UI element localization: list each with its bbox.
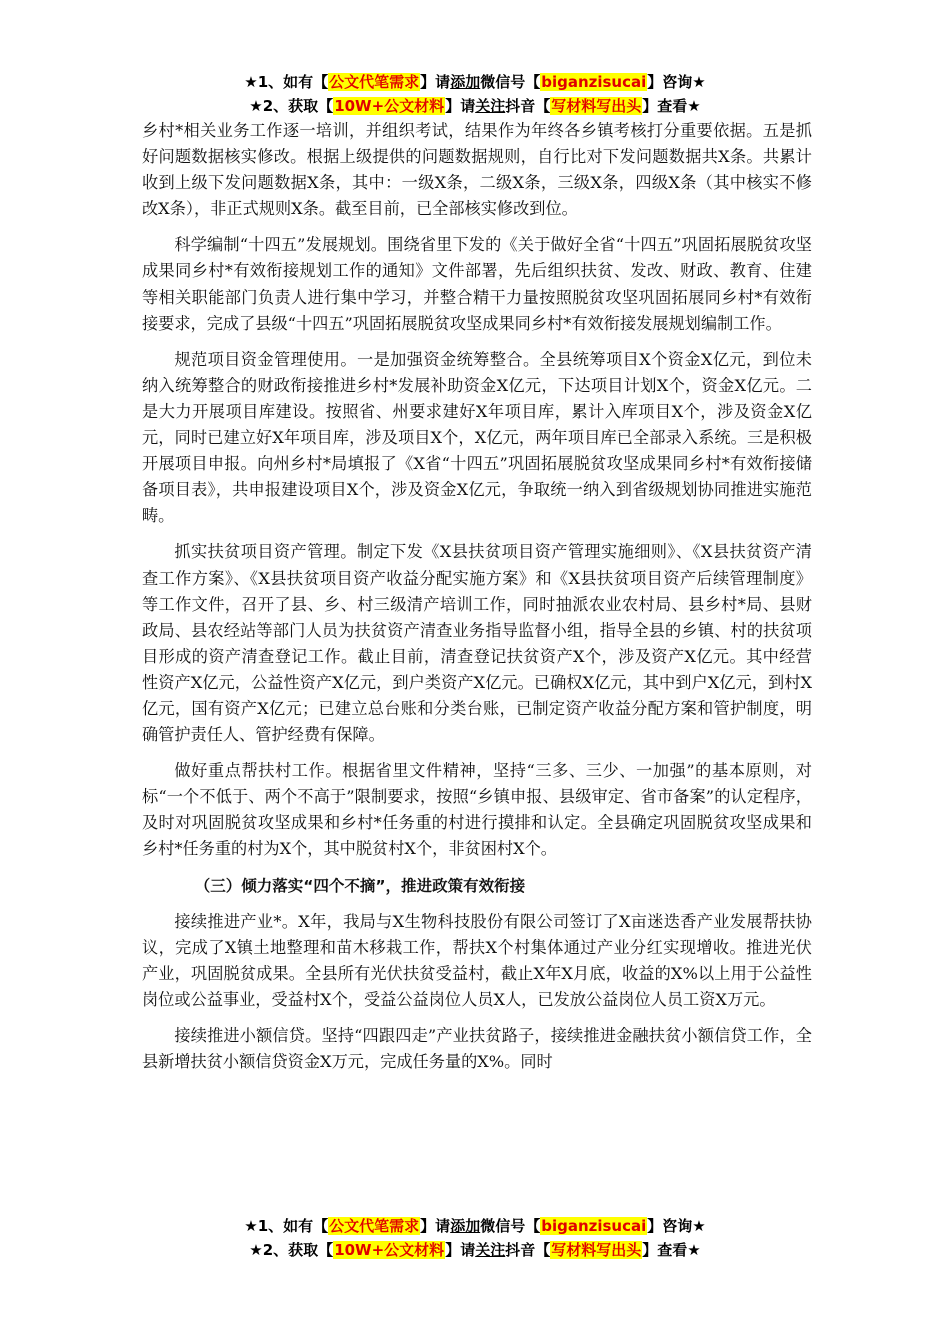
footer-line-2: ★2、获取【10W+公文材料】请关注抖音【写材料写出头】查看★ [249, 1241, 701, 1259]
paragraph: 规范项目资金管理使用。一是加强资金统筹整合。全县统筹项目X个资金X亿元，到位未纳入统筹整合的财政衔接推进乡村*发展补助资金X亿元，下达项目计划X个，资金X亿元。二是大力开展项目库建设。按照省、州要求建好X年项目库，累计入库项目X个，涉及资金X亿元，同时已建立好X年项目库，涉及项目X个，X亿元，两年项目库已全部录入系统。三是积极开展项目申报。向州乡村*局填报了《X省“十四五”巩固拓展脱贫攻坚成果同乡村*有效衔接储备项目表》，共申报建设项目X个，涉及资金X亿元，争取统一纳入到省级规划协同推进实施范畴。 [142, 349, 812, 526]
document-body [142, 118, 812, 1085]
paragraph: 乡村*相关业务工作逐一培训，并组织考试，结果作为年终各乡镇考核打分重要依据。五是抓好问题数据核实修改。根据上级提供的问题数据规则，自行比对下发问题数据共X条。共累计收到上级下发问题数据X条，其中：一级X条，二级X条，三级X条，四级X条（其中核实不修改X条），非正式规则X条。截至目前，已全部核实修改到位。 [142, 121, 812, 219]
highlight-text: 写材料写出头 [551, 97, 642, 115]
footer-banner [0, 1214, 950, 1262]
highlight-text: 10W+公文材料 [334, 97, 445, 115]
header-line-2: ★2、获取【10W+公文材料】请关注抖音【写材料写出头】查看★ [249, 97, 701, 115]
paragraph: 接续推进产业*。X年，我局与X生物科技股份有限公司签订了X亩迷迭香产业发展帮扶协议，完成了X镇土地整理和苗木移栽工作，帮扶X个村集体通过产业分红实现增收。推进光伏产业，巩固脱贫成果。全县所有光伏扶贫受益村，截止X年X月底，收益的X%以上用于公益性岗位或公益事业，受益村X个，受益公益岗位人员X人，已发放公益岗位人员工资X万元。 [142, 911, 812, 1009]
highlight-text: 10W+公文材料 [334, 1241, 445, 1259]
header-line-1: ★1、如有【公文代笔需求】请添加微信号【biganzisucai】咨询★ [244, 73, 706, 91]
header-banner [0, 70, 950, 118]
highlight-text: 公文代笔需求 [329, 73, 420, 91]
highlight-text: 写材料写出头 [551, 1241, 642, 1259]
section-heading: （三）倾力落实“四个不摘”，推进政策有效衔接 [194, 876, 526, 895]
highlight-text: 公文代笔需求 [329, 1217, 420, 1235]
highlight-text: biganzisucai [541, 1217, 647, 1235]
paragraph: 科学编制“十四五”发展规划。围绕省里下发的《关于做好全省“十四五”巩固拓展脱贫攻坚成果同乡村*有效衔接规划工作的通知》文件部署，先后组织扶贫、发改、财政、教育、住建等相关职能部门负责人进行集中学习，并整合精干力量按照脱贫攻坚巩固拓展同乡村*有效衔接要求，完成了县级“十四五”巩固拓展脱贫攻坚成果同乡村*有效衔接发展规划编制工作。 [142, 235, 812, 333]
paragraph: 抓实扶贫项目资产管理。制定下发《X县扶贫项目资产管理实施细则》、《X县扶贫资产清查工作方案》、《X县扶贫项目资产收益分配实施方案》和《X县扶贫项目资产后续管理制度》等工作文件，召开了县、乡、村三级清产培训工作，同时抽派农业农村局、县乡村*局、县财政局、县农经站等部门人员为扶贫资产清查业务指导监督小组，指导全县的乡镇、村的扶贫项目形成的资产清查登记工作。截止目前，清查登记扶贫资产X个，涉及资产X亿元。其中经营性资产X亿元，公益性资产X亿元，到户类资产X亿元。已确权X亿元，其中到户X亿元，到村X亿元，国有资产X亿元；已建立总台账和分类台账，已制定资产收益分配方案和管护制度，明确管护责任人、管护经费有保障。 [142, 542, 812, 745]
highlight-text: biganzisucai [541, 73, 647, 91]
footer-line-1: ★1、如有【公文代笔需求】请添加微信号【biganzisucai】咨询★ [244, 1217, 706, 1235]
paragraph: 做好重点帮扶村工作。根据省里文件精神，坚持“三多、三少、一加强”的基本原则，对标“一个不低于、两个不高于”限制要求，按照“乡镇申报、县级审定、省市备案”的认定程序，及时对巩固脱贫攻坚成果和乡村*任务重的村进行摸排和认定。全县确定巩固脱贫攻坚成果和乡村*任务重的村为X个，其中脱贫村X个，非贫困村X个。 [142, 761, 812, 859]
paragraph: 接续推进小额信贷。坚持“四跟四走”产业扶贫路子，接续推进金融扶贫小额信贷工作，全县新增扶贫小额信贷资金X万元，完成任务量的X%。同时 [142, 1025, 812, 1071]
